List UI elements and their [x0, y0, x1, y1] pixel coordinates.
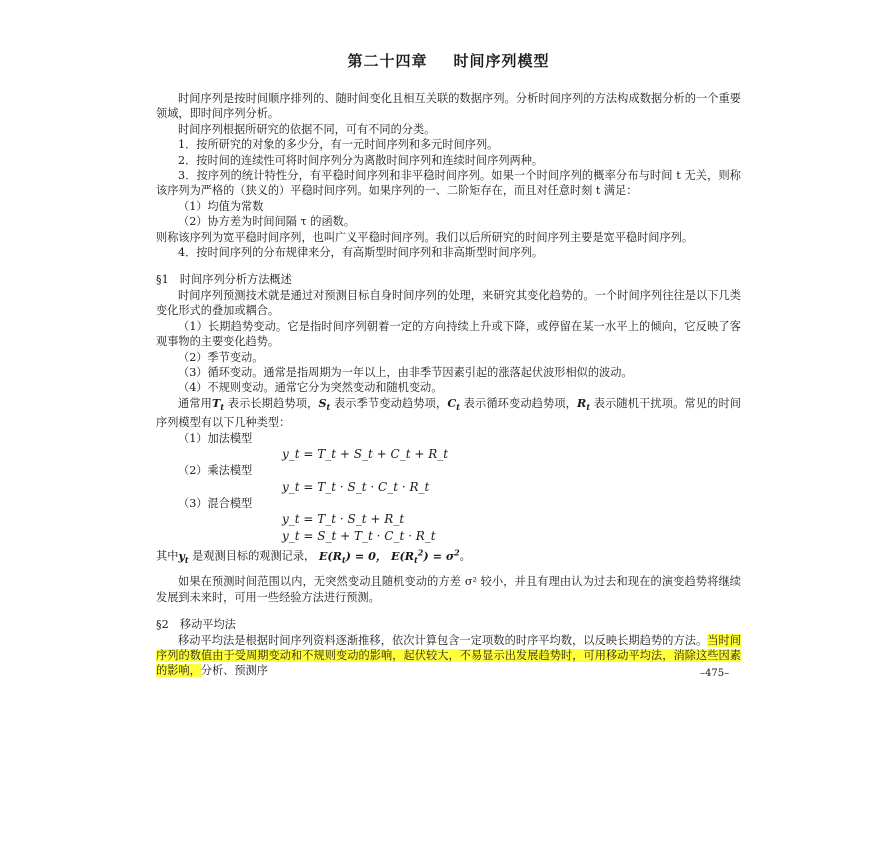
- multiplicative-formula: y_t = T_t · S_t · C_t · R_t: [282, 479, 430, 494]
- intro-paragraph: 时间序列是按时间顺序排列的、随时间变化且相互关联的数据序列。分析时间序列的方法构成数据分析的一个重要领域，即时间序列分析。: [156, 92, 741, 121]
- closing-paragraph: 如果在预测时间范围以内，无突然变动且随机变动的方差 σ² 较小，并且有理由认为过去和现在的演变趋势将继续发展到未来时，可用一些经验方法进行预测。: [156, 575, 741, 604]
- notation-paragraph: 通常用$T_t$ 表示长期趋势项，$S_t$ 表示季节变动趋势项，$C_t$ 表示循环变动趋势项，$R_t$ 表示随机干扰项。常见的时间序列模型有以下几种类型：: [156, 395, 741, 430]
- model-label: （1）加法模型: [178, 431, 253, 445]
- document-page: [156, 50, 741, 679]
- section-paragraph: 时间序列预测技术就是通过对预测目标自身时间序列的处理，来研究其变化趋势的。一个时间序列往往是以下几类变化形式的叠加或耦合。: [156, 288, 741, 318]
- chapter-number: 第二十四章: [347, 52, 428, 70]
- model-label: （2）乘法模型: [178, 464, 253, 478]
- model-label: （3）混合模型: [178, 496, 253, 510]
- additive-formula: y_t = T_t + S_t + C_t + R_t: [282, 447, 449, 462]
- section-paragraph: （2）季节变动。: [178, 350, 264, 364]
- section2-paragraph: 移动平均法是根据时间序列资料逐渐推移，依次计算包含一定项数的时序平均数，以反映长期趋势的方法。当时间序列的数值由于受周期变动和不规则变动的影响，起伏较大，不易显示出发展趋势时，可用移动平均法，消除这些因素的影响，分析、预测序: [156, 633, 741, 678]
- intro-list-item: 2．按时间的连续性可将时间序列分为离散时间序列和连续时间序列两种。: [178, 153, 544, 167]
- condition-item: （2）协方差为时间间隔 τ 的函数。: [178, 215, 356, 229]
- page-number: –475–: [700, 668, 730, 679]
- section-paragraph: （3）循环变动。通常是指周期为一年以上，由非季节因素引起的涨落起伏波形相似的波动。: [178, 365, 633, 379]
- section-paragraph: （1）长期趋势变动。它是指时间序列朝着一定的方向持续上升或下降，或停留在某一水平上的倾向，它反映了客观事物的主要变化趋势。: [156, 319, 741, 349]
- section-heading: §1 时间序列分析方法概述: [156, 273, 292, 287]
- section-heading: §2 移动平均法: [156, 618, 236, 632]
- mixed-formula-2: y_t = S_t + T_t · C_t · R_t: [282, 528, 436, 543]
- intro-paragraph: 则称该序列为宽平稳时间序列，也叫广义平稳时间序列。我们以后所研究的时间序列主要是宽平稳时间序列。: [156, 230, 694, 244]
- chapter-title: [156, 50, 741, 71]
- highlighted-text: 当时间序列的数值由于受周期变动和不规则变动的影响，起伏较大，不易显示出发展趋势时，可用移动平均法，消除这些因素的影响，: [156, 633, 741, 678]
- expectation-formula: $E(R_t) = 0$， $E(R_t^2) = \sigma^2$: [318, 546, 460, 565]
- intro-list-item: 3．按序列的统计特性分，有平稳时间序列和非平稳时间序列。如果一个时间序列的概率分布与时间 t 无关，则称该序列为严格的（狭义的）平稳时间序列。如果序列的一、二阶矩存在，而且对任意时刻 t 满足：: [156, 169, 741, 198]
- chapter-name: 时间序列模型: [453, 52, 550, 70]
- section-paragraph: （4）不规则变动。通常它分为突然变动和随机变动。: [178, 381, 443, 395]
- intro-list-item: 1．按所研究的对象的多少分，有一元时间序列和多元时间序列。: [178, 138, 499, 152]
- intro-list-item: 4．按时间序列的分布规律来分，有高斯型时间序列和非高斯型时间序列。: [178, 246, 544, 260]
- condition-item: （1）均值为常数: [178, 199, 264, 213]
- mixed-formula-1: y_t = T_t · S_t + R_t: [282, 511, 405, 526]
- intro-paragraph: 时间序列根据所研究的依据不同，可有不同的分类。: [178, 122, 436, 136]
- observation-paragraph: 其中$y_t$ 是观测目标的观测记录， $E(R_t) = 0$， $E(R_t^2) = \sigma^2$。: [156, 546, 471, 565]
